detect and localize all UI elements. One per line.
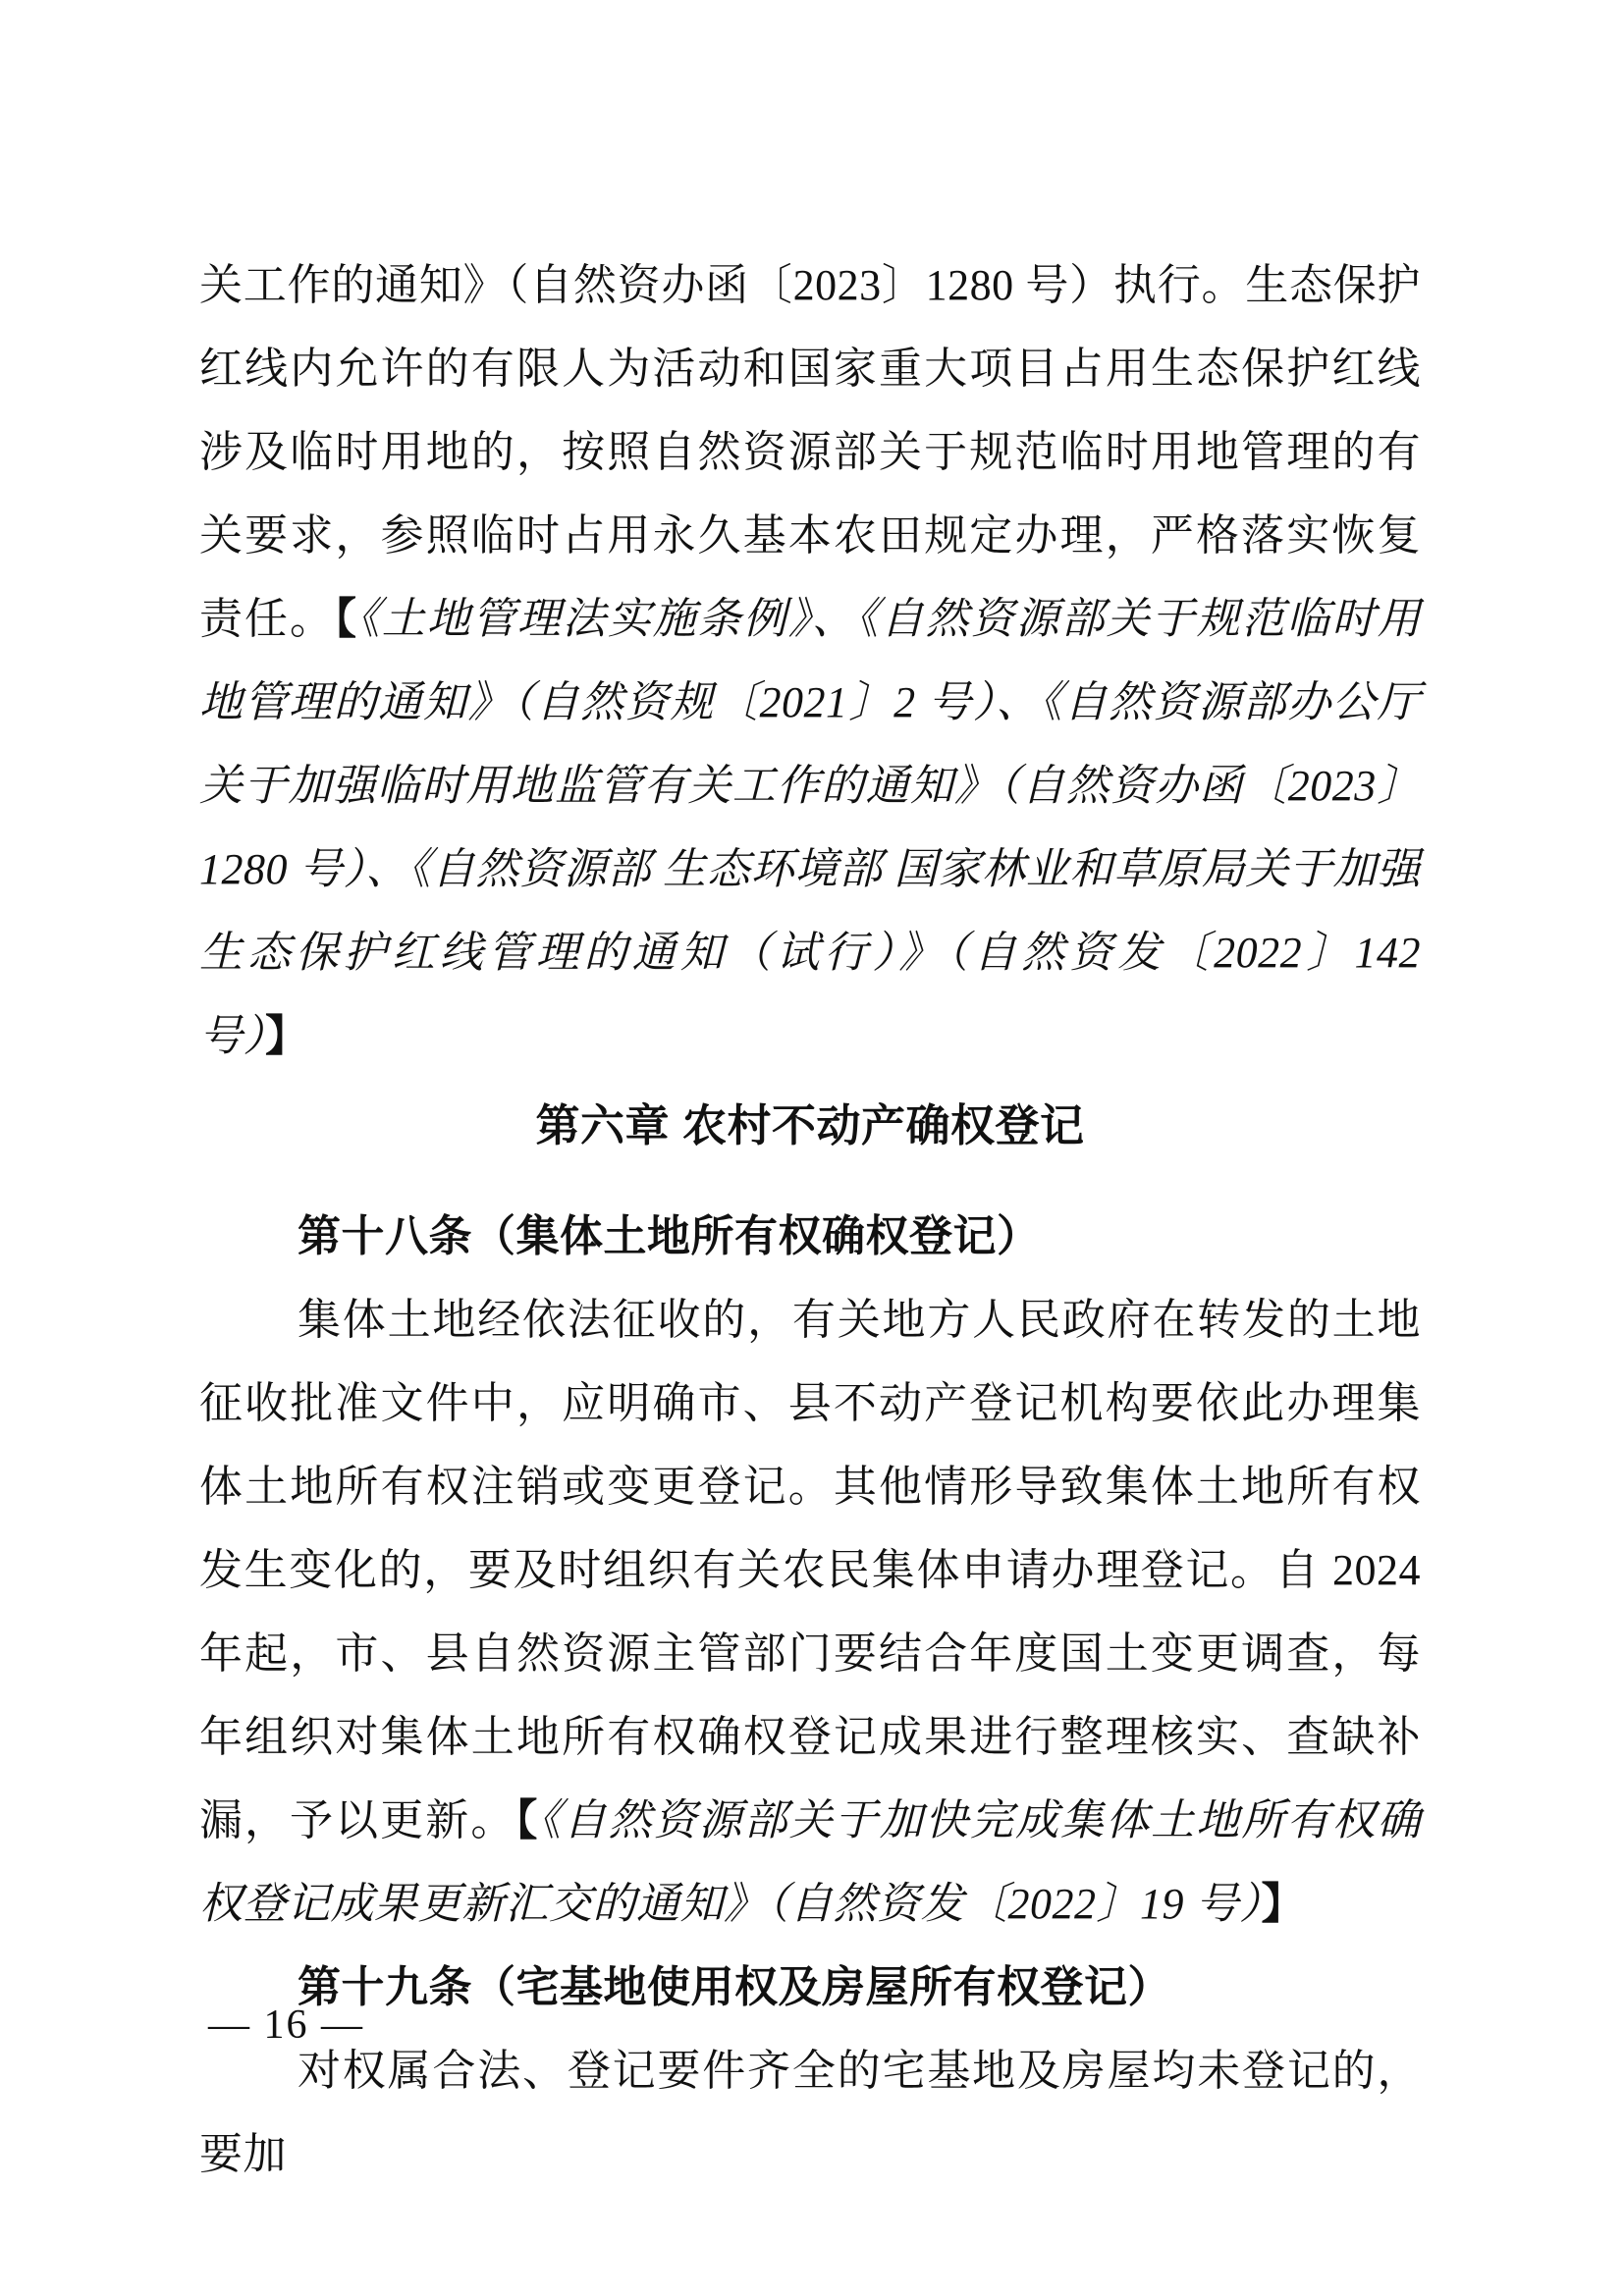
paragraph-text: 集体土地经依法征收的，有关地方人民政府在转发的土地征收批准文件中，应明确市、县不动产登记机构要依此办理集体土地所有权注销或变更登记。其他情形导致集体土地所有权发生变化的，要及时组织有关农民集体申请办理登记。自 2024 年起，市、县自然资源主管部门要结合年度国土变更调查，每年组织对集体土地所有权确权登记成果进行整理核实、查缺补漏，予以更新。 — [199, 1296, 1421, 1844]
page-footer — [208, 2001, 364, 2050]
citation-text: 《自然资源部关于加快完成集体土地所有权确权登记成果更新汇交的通知》（自然资发〔2022〕19 号） — [199, 1796, 1422, 1928]
citation-bracket: 】 — [265, 1012, 309, 1060]
chapter-heading: 第六章 农村不动产确权登记 — [535, 1100, 1085, 1150]
paragraph-text: 对权属合法、登记要件齐全的宅基地及房屋均未登记的，要加 — [199, 2047, 1421, 2178]
page-number: — 16 — — [208, 2002, 364, 2048]
body-paragraph — [199, 1278, 1421, 1946]
body-paragraph — [199, 243, 1421, 1078]
article-heading: 第十八条（集体土地所有权确权登记） — [298, 1212, 1041, 1260]
paragraph-text: 关工作的通知》（自然资办函〔2023〕1280 号）执行。生态保护红线内允许的有限人为活动和国家重大项目占用生态保护红线涉及临时用地的，按照自然资源部关于规范临时用地管理的有关要求，参照临时占用永久基本农田规定办理，严格落实恢复责任。 — [199, 261, 1421, 643]
citation-text: 《土地管理法实施条例》、《自然资源部关于规范临时用地管理的通知》（自然资规〔2021〕2 号）、《自然资源部办公厅关于加强临时用地监管有关工作的通知》（自然资办函〔2023〕1280 号）、《自然资源部 生态环境部 国家林业和草原局关于加强生态保护红线管理的通知（试行）》（自然资发〔2022〕142 号） — [199, 595, 1422, 1060]
body-paragraph — [199, 2029, 1421, 2196]
citation-bracket: 】 — [1261, 1880, 1305, 1928]
article-heading: 第十九条（宅基地使用权及房屋所有权登记） — [298, 1963, 1171, 2011]
citation-bracket: 【 — [334, 595, 358, 643]
document-body — [199, 243, 1421, 2196]
citation-bracket: 【 — [515, 1796, 540, 1844]
